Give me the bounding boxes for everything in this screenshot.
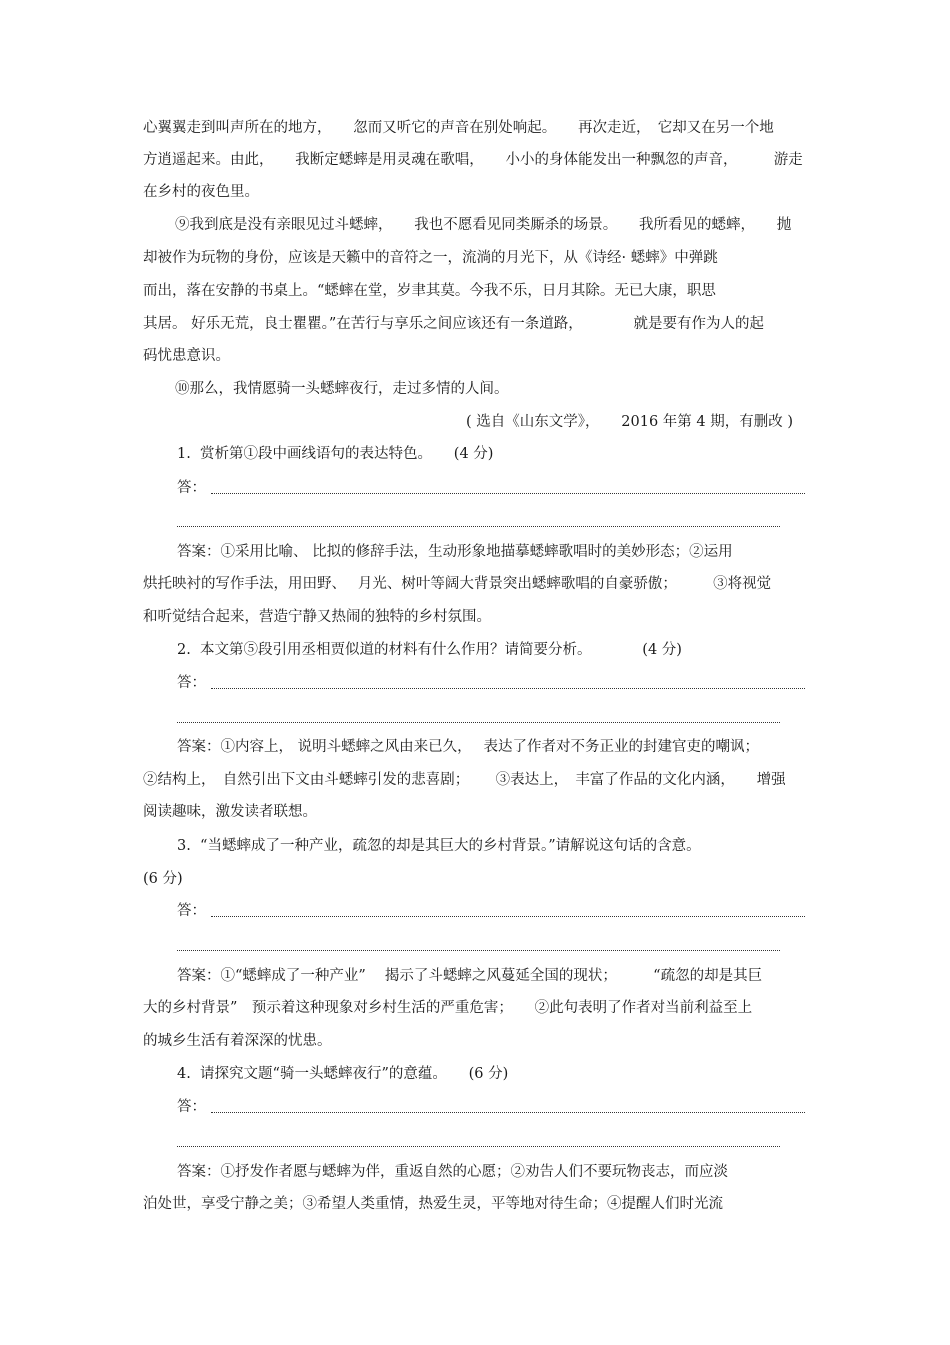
answer-line <box>177 1146 780 1147</box>
answer-text: 答案：①内容上， 说明斗蟋蟀之风由来已久， 表达了作者对不务正业的封建官吏的嘲讽； <box>177 739 759 755</box>
question-prompt: 2. 本文第⑤段引用丞相贾似道的材料有什么作用？请简要分析。 (4 分) <box>177 642 682 658</box>
question-prompt: 3. “当蟋蟀成了一种产业，疏忽的却是其巨大的乡村背景。”请解说这句话的含意。 <box>177 838 701 854</box>
answer-area[interactable] <box>177 1097 807 1117</box>
answer-line <box>211 493 805 494</box>
answer-line <box>177 722 780 723</box>
answer-area[interactable] <box>177 673 807 693</box>
passage-source: ( 选自《山东文学》， 2016 年第 4 期，有删改 ) <box>466 414 793 430</box>
answer-line <box>211 1112 805 1113</box>
answer-label: 答： <box>177 480 206 496</box>
answer-line <box>177 526 780 527</box>
question-prompt: 1. 赏析第①段中画线语句的表达特色。 (4 分) <box>177 446 494 462</box>
answer-line <box>211 688 805 689</box>
answer-text: 泊处世，享受宁静之美；③希望人类重情，热爱生灵，平等地对待生命；④提醒人们时光流 <box>143 1196 723 1212</box>
answer-label: 答： <box>177 675 206 691</box>
answer-label: 答： <box>177 1099 206 1115</box>
passage-line: 却被作为玩物的身份，应该是天籁中的音符之一，流淌的月光下，从《诗经· 蟋蟀》中弹跳 <box>143 250 718 266</box>
answer-text: 答案：①“蟋蟀成了一种产业” 揭示了斗蟋蟀之风蔓延全国的现状； “疏忽的却是其巨 <box>177 968 763 984</box>
answer-line <box>211 916 805 917</box>
passage-line: 心翼翼走到叫声所在的地方， 忽而又听它的声音在别处响起。 再次走近， 它却又在另一个地 <box>143 120 774 136</box>
passage-line: 码忧患意识。 <box>143 348 230 364</box>
answer-text: 阅读趣味，激发读者联想。 <box>143 804 317 820</box>
passage-line: 其居。 好乐无荒，良士瞿瞿。”在苦行与享乐之间应该还有一条道路， 就是要有作为人的起 <box>143 316 765 332</box>
answer-text: 大的乡村背景” 预示着这种现象对乡村生活的严重危害； ②此句表明了作者对当前利益至上 <box>143 1000 753 1016</box>
question-prompt: 4. 请探究文题“骑一头蟋蟀夜行”的意蕴。 (6 分) <box>177 1066 509 1082</box>
answer-line <box>177 950 780 951</box>
answer-label: 答： <box>177 903 206 919</box>
answer-text: 烘托映衬的写作手法，用田野、 月光、树叶等阔大背景突出蟋蟀歌唱的自豪骄傲； ③将视觉 <box>143 576 772 592</box>
answer-text: ②结构上， 自然引出下文由斗蟋蟀引发的悲喜剧； ③表达上， 丰富了作品的文化内涵， 增强 <box>143 772 786 788</box>
passage-line: 在乡村的夜色里。 <box>143 184 259 200</box>
answer-text: 和听觉结合起来，营造宁静又热闹的独特的乡村氛围。 <box>143 609 491 625</box>
answer-text: 答案：①抒发作者愿与蟋蟀为伴，重返自然的心愿；②劝告人们不要玩物丧志，而应淡 <box>177 1164 728 1180</box>
answer-area[interactable] <box>177 478 807 498</box>
passage-line: 而出，落在安静的书桌上。“蟋蟀在堂，岁聿其莫。今我不乐，日月其除。无已大康，职思 <box>143 283 716 299</box>
passage-line: 方逍遥起来。由此， 我断定蟋蟀是用灵魂在歌唱， 小小的身体能发出一种飘忽的声音， 游走 <box>143 152 803 168</box>
question-score: (6 分) <box>143 871 183 887</box>
answer-area[interactable] <box>177 901 807 921</box>
answer-text: 的城乡生活有着深深的忧患。 <box>143 1033 332 1049</box>
answer-text: 答案：①采用比喻、 比拟的修辞手法，生动形象地描摹蟋蟀歌唱时的美妙形态；②运用 <box>177 544 733 560</box>
passage-line: ⑨我到底是没有亲眼见过斗蟋蟀， 我也不愿看见同类厮杀的场景。 我所看见的蟋蟀， 抛 <box>175 217 792 233</box>
passage-line: ⑩那么，我情愿骑一头蟋蟀夜行，走过多情的人间。 <box>175 381 509 397</box>
